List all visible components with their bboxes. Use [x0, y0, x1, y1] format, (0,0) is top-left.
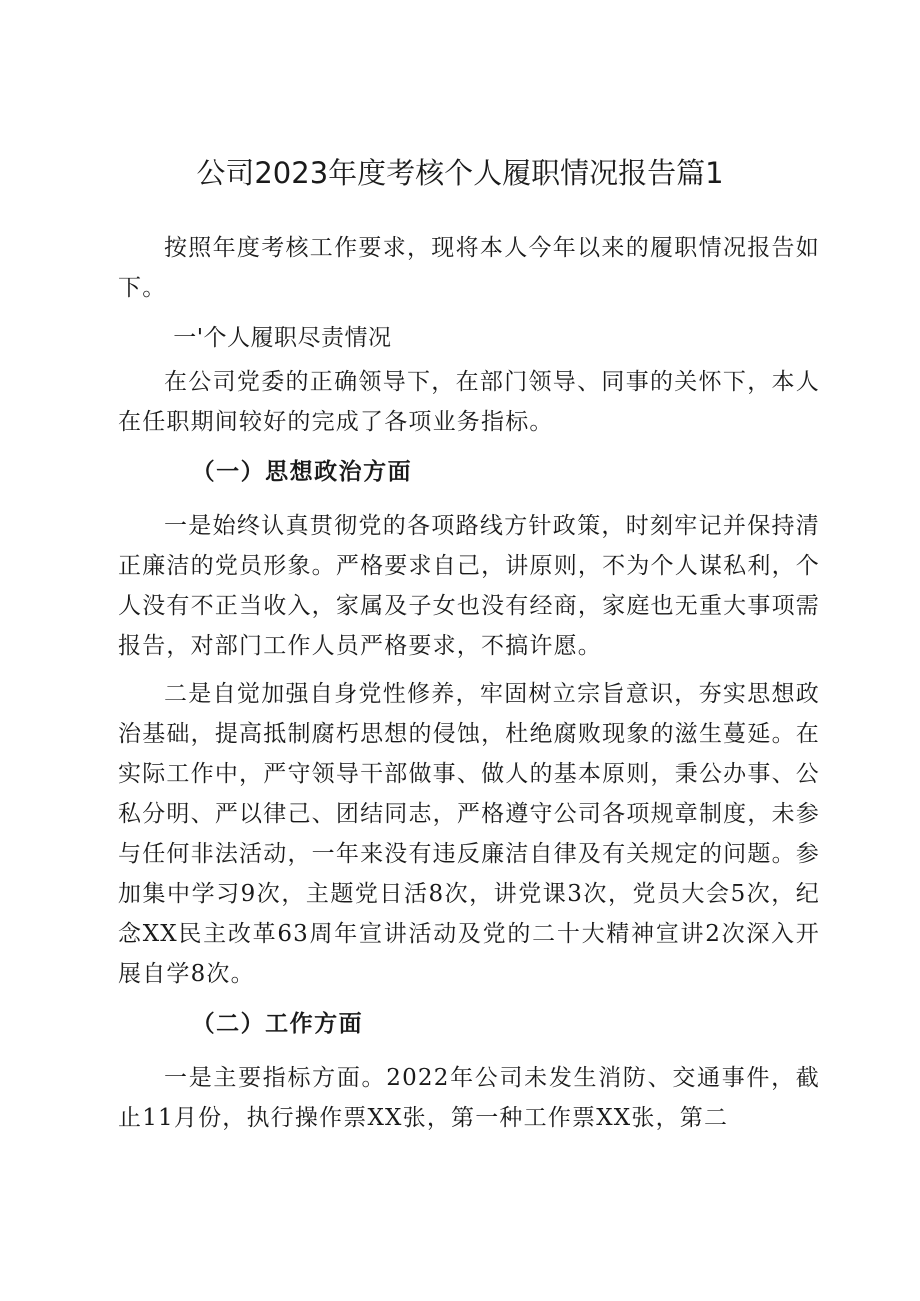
subsection-heading-1: （一）思想政治方面: [191, 458, 413, 485]
section1-lead-paragraph: 在公司党委的正确领导下，在部门领导、同事的关怀下，本人在任职期间较好的完成了各项业务指标。: [118, 369, 820, 435]
document-body: [118, 228, 820, 1138]
intro-paragraph: 按照年度考核工作要求，现将本人今年以来的履职情况报告如下。: [118, 235, 820, 301]
document-title: 公司2023年度考核个人履职情况报告篇1: [196, 156, 724, 190]
sub2-paragraph-1: 一是主要指标方面。2022年公司未发生消防、交通事件，截止11月份，执行操作票XX张，第一种工作票XX张，第二: [118, 1065, 820, 1131]
subsection-heading-2: （二）工作方面: [191, 1010, 364, 1037]
sub1-paragraph-1: 一是始终认真贯彻党的各项路线方针政策，时刻牢记并保持清正廉洁的党员形象。严格要求自己，讲原则，不为个人谋私利，个人没有不正当收入，家属及子女也没有经商，家庭也无重大事项需报告，对部门工作人员严格要求，不搞许愿。: [118, 513, 820, 659]
section-heading-1: 一'个人履职尽责情况: [173, 325, 392, 351]
sub1-paragraph-2: 二是自觉加强自身党性修养，牢固树立宗旨意识，夯实思想政治基础，提高抵制腐朽思想的侵蚀，杜绝腐败现象的滋生蔓延。在实际工作中，严守领导干部做事、做人的基本原则，秉公办事、公私分明、严以律己、团结同志，严格遵守公司各项规章制度，未参与任何非法活动，一年来没有违反廉洁自律及有关规定的问题。参加集中学习9次，主题党日活8次，讲党课3次，党员大会5次，纪念XX民主改革63周年宣讲活动及党的二十大精神宣讲2次深入开展自学8次。: [118, 681, 820, 987]
